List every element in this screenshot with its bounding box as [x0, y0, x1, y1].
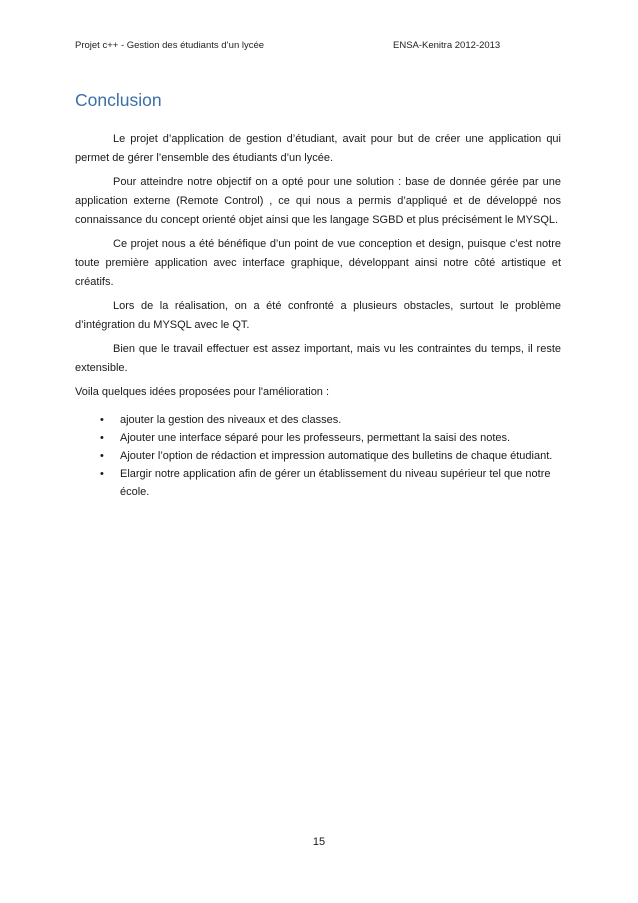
paragraph-benefit: Ce projet nous a été bénéfique d’un point de vue conception et design, puisque c’est notre toute première application avec interface graphique, développant ainsi notre côté artistique et créatifs.	[75, 238, 561, 288]
section-title: Conclusion	[75, 89, 162, 110]
bullet-icon: •	[100, 450, 104, 462]
bullet-icon: •	[100, 432, 104, 444]
list-item	[75, 411, 561, 429]
bullet-icon: •	[100, 468, 104, 480]
header-school-year: ENSA-Kenitra 2012-2013	[393, 40, 501, 51]
paragraph-purpose: Le projet d’application de gestion d’étudiant, avait pour but de créer une application qui permet de gérer l’ensemble des étudiants d’un lycée.	[75, 133, 561, 164]
page-number: 15	[312, 836, 326, 848]
list-item-text: Ajouter l’option de rédaction et impression automatique des bulletins de chaque étudiant.	[120, 450, 553, 462]
paragraph-obstacles: Lors de la réalisation, on a été confronté a plusieurs obstacles, surtout le problème d’intégration du MYSQL avec le QT.	[75, 300, 561, 331]
header-project-title: Projet c++ - Gestion des étudiants d’un lycée	[75, 40, 265, 51]
paragraph-extensible: Bien que le travail effectuer est assez important, mais vu les contraintes du temps, il reste extensible.	[75, 343, 561, 374]
improvement-intro: Voila quelques idées proposées pour l'amélioration :	[75, 386, 330, 398]
bullet-icon: •	[100, 414, 104, 426]
list-item	[75, 429, 561, 447]
paragraph-solution: Pour atteindre notre objectif on a opté pour une solution : base de donnée gérée par une application externe (Remote Control) , ce qui nous a permis d’appliqué et de développé nos connaissance du concept orienté objet ainsi que les langage SGBD et plus précisément le MYSQL.	[75, 176, 561, 226]
list-item	[75, 465, 561, 501]
list-item-text: Ajouter une interface séparé pour les professeurs, permettant la saisi des notes.	[120, 432, 511, 444]
list-item-text: ajouter la gestion des niveaux et des classes.	[120, 414, 342, 426]
list-item	[75, 447, 561, 465]
conclusion-body	[75, 130, 561, 501]
list-item-text: Elargir notre application afin de gérer un établissement du niveau supérieur tel que notre école.	[120, 468, 551, 498]
improvement-list	[75, 411, 561, 501]
